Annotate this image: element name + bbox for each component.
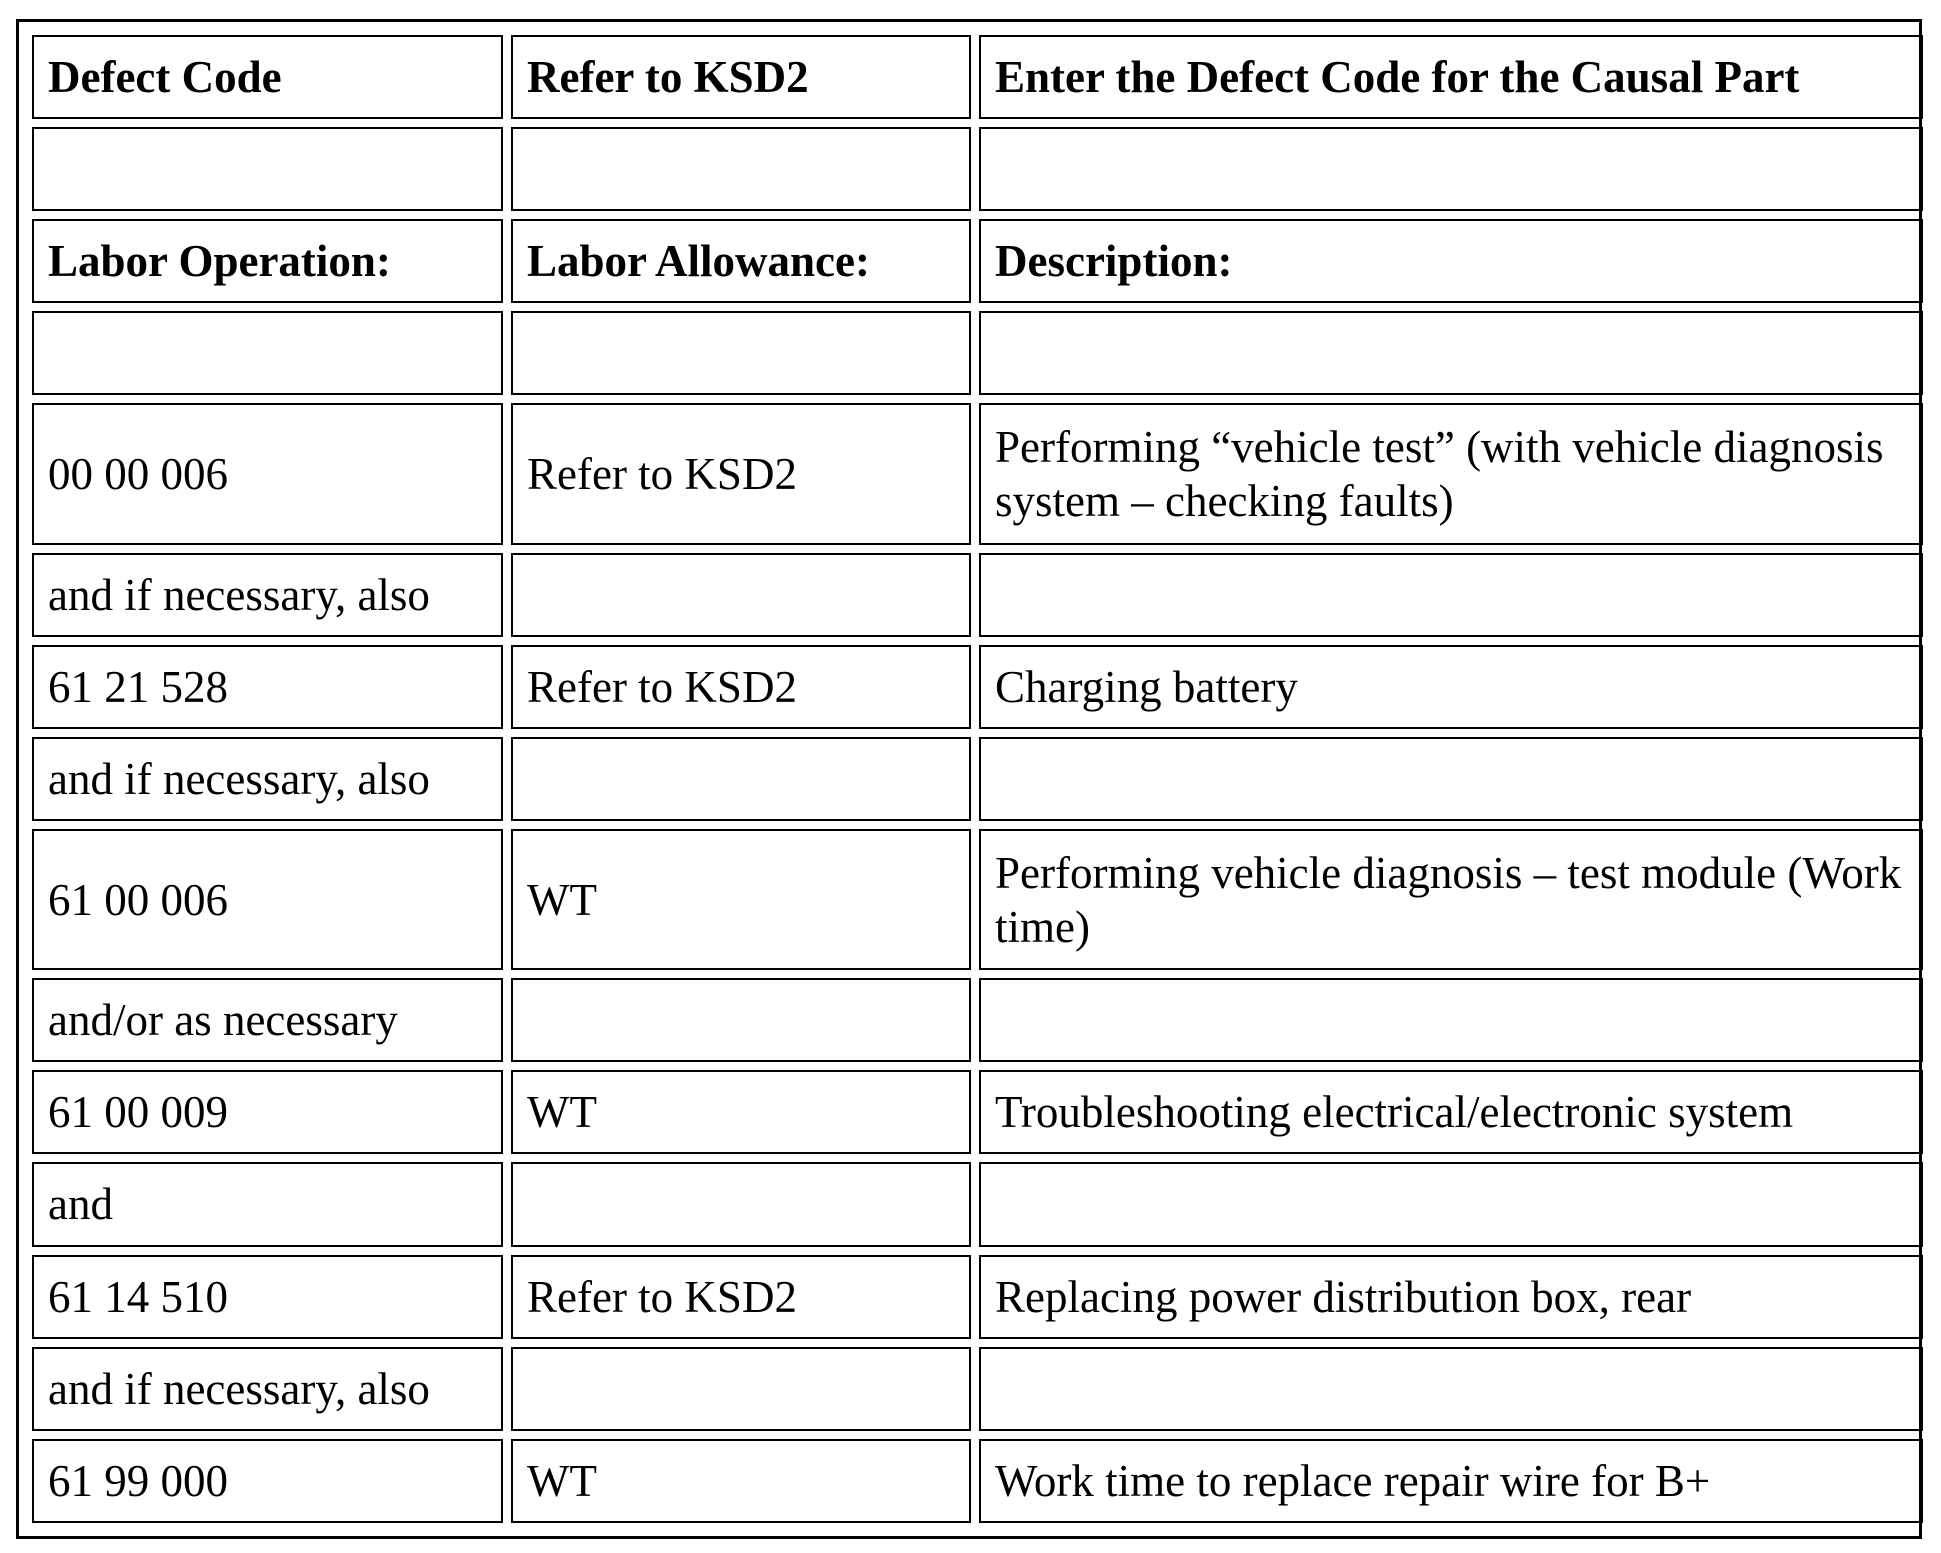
description-cell bbox=[979, 553, 1923, 637]
header-causal-part: Enter the Defect Code for the Causal Part bbox=[979, 35, 1923, 119]
table-row bbox=[32, 978, 1923, 1062]
table-row bbox=[32, 645, 1923, 729]
table-row bbox=[32, 829, 1923, 970]
labor-allowance-cell: Refer to KSD2 bbox=[511, 1255, 971, 1339]
table-cell bbox=[511, 127, 971, 211]
description-cell: Troubleshooting electrical/electronic system bbox=[979, 1070, 1923, 1154]
description-cell bbox=[979, 1347, 1923, 1431]
labor-operation-cell: 61 00 009 bbox=[32, 1070, 503, 1154]
table-row bbox=[32, 553, 1923, 637]
table-row bbox=[32, 1439, 1923, 1523]
table-row bbox=[32, 403, 1923, 544]
labor-allowance-cell: Refer to KSD2 bbox=[511, 645, 971, 729]
table-row bbox=[32, 1347, 1923, 1431]
labor-operation-cell: 61 14 510 bbox=[32, 1255, 503, 1339]
labor-operation-cell: and if necessary, also bbox=[32, 553, 503, 637]
description-cell: Replacing power distribution box, rear bbox=[979, 1255, 1923, 1339]
table-cell bbox=[32, 127, 503, 211]
table-header-row bbox=[32, 219, 1923, 303]
labor-allowance-cell: WT bbox=[511, 829, 971, 970]
labor-operation-cell: and bbox=[32, 1162, 503, 1246]
table-frame bbox=[16, 19, 1922, 1539]
description-cell: Performing vehicle diagnosis – test module (Work time) bbox=[979, 829, 1923, 970]
labor-allowance-cell bbox=[511, 553, 971, 637]
header-labor-allowance: Labor Allowance: bbox=[511, 219, 971, 303]
labor-operations-table bbox=[24, 27, 1931, 1531]
description-cell: Performing “vehicle test” (with vehicle diagnosis system – checking faults) bbox=[979, 403, 1923, 544]
header-labor-operation: Labor Operation: bbox=[32, 219, 503, 303]
table-row bbox=[32, 737, 1923, 821]
table-header-row bbox=[32, 35, 1923, 119]
labor-operation-cell: 61 21 528 bbox=[32, 645, 503, 729]
labor-operation-cell: and if necessary, also bbox=[32, 737, 503, 821]
labor-operation-cell: 00 00 006 bbox=[32, 403, 503, 544]
labor-allowance-cell bbox=[511, 978, 971, 1062]
labor-operation-cell: 61 99 000 bbox=[32, 1439, 503, 1523]
labor-allowance-cell bbox=[511, 1347, 971, 1431]
labor-operation-cell: 61 00 006 bbox=[32, 829, 503, 970]
labor-allowance-cell: WT bbox=[511, 1439, 971, 1523]
blank-row bbox=[32, 127, 1923, 211]
description-cell bbox=[979, 1162, 1923, 1246]
labor-allowance-cell bbox=[511, 737, 971, 821]
table-cell bbox=[979, 311, 1923, 395]
labor-operation-cell: and if necessary, also bbox=[32, 1347, 503, 1431]
labor-allowance-cell: WT bbox=[511, 1070, 971, 1154]
labor-operation-cell: and/or as necessary bbox=[32, 978, 503, 1062]
blank-row bbox=[32, 311, 1923, 395]
description-cell bbox=[979, 737, 1923, 821]
table-cell bbox=[32, 311, 503, 395]
table-cell bbox=[511, 311, 971, 395]
header-description: Description: bbox=[979, 219, 1923, 303]
table-row bbox=[32, 1070, 1923, 1154]
description-cell: Charging battery bbox=[979, 645, 1923, 729]
description-cell bbox=[979, 978, 1923, 1062]
labor-allowance-cell: Refer to KSD2 bbox=[511, 403, 971, 544]
labor-allowance-cell bbox=[511, 1162, 971, 1246]
table-row bbox=[32, 1255, 1923, 1339]
description-cell: Work time to replace repair wire for B+ bbox=[979, 1439, 1923, 1523]
header-refer-ksd2: Refer to KSD2 bbox=[511, 35, 971, 119]
table-cell bbox=[979, 127, 1923, 211]
table-row bbox=[32, 1162, 1923, 1246]
header-defect-code: Defect Code bbox=[32, 35, 503, 119]
